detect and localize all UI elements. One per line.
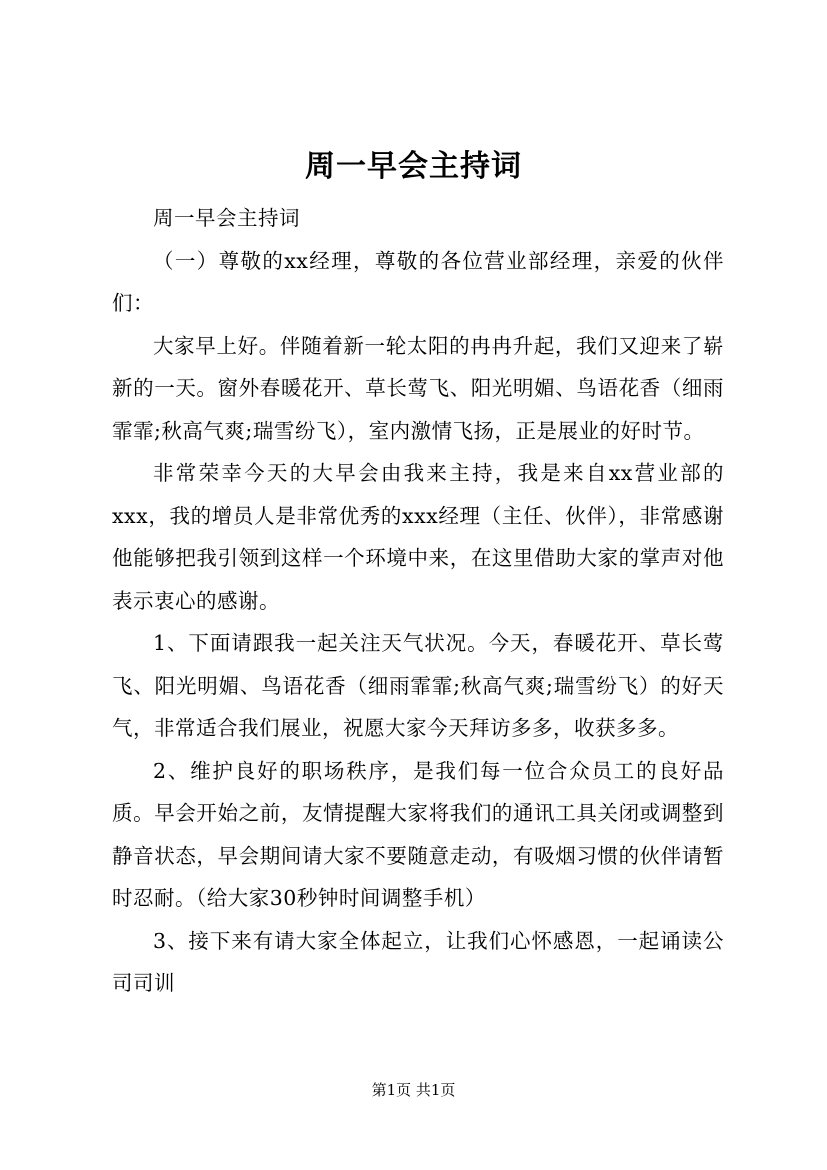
document-title: 周一早会主持词 bbox=[305, 149, 522, 184]
paragraph-order: 2、维护良好的职场秩序，是我们每一位合众员工的良好品质。早会开始之前，友情提醒大家将我们的通讯工具关闭或调整到静音状态，早会期间请大家不要随意走动，有吸烟习惯的伙伴请暂时忍耐。（给大家30秒钟时间调整手机） bbox=[112, 758, 724, 910]
page-footer: 第1页 共1页 bbox=[371, 1081, 456, 1099]
paragraph-opening: 大家早上好。伴随着新一轮太阳的冉冉升起，我们又迎来了崭新的一天。窗外春暖花开、草长莺飞、阳光明媚、鸟语花香（细雨霏霏;秋高气爽;瑞雪纷飞），室内激情飞扬，正是展业的好时节。 bbox=[112, 333, 724, 443]
paragraph-greeting: （一）尊敬的xx经理，尊敬的各位营业部经理，亲爱的伙伴们： bbox=[112, 248, 724, 315]
paragraph-weather: 1、下面请跟我一起关注天气状况。今天，春暖花开、草长莺飞、阳光明媚、鸟语花香（细雨霏霏;秋高气爽;瑞雪纷飞）的好天气，非常适合我们展业，祝愿大家今天拜访多多，收获多多。 bbox=[112, 631, 724, 740]
document-body bbox=[112, 197, 724, 1005]
paragraph-motto: 3、接下来有请大家全体起立，让我们心怀感恩，一起诵读公司司训 bbox=[112, 928, 724, 995]
paragraph-subtitle: 周一早会主持词 bbox=[153, 206, 300, 230]
paragraph-host-intro: 非常荣幸今天的大早会由我来主持，我是来自xx营业部的xxx，我的增员人是非常优秀的xxx经理（主任、伙伴），非常感谢他能够把我引领到这样一个环境中来，在这里借助大家的掌声对他表示衷心的感谢。 bbox=[112, 461, 724, 613]
